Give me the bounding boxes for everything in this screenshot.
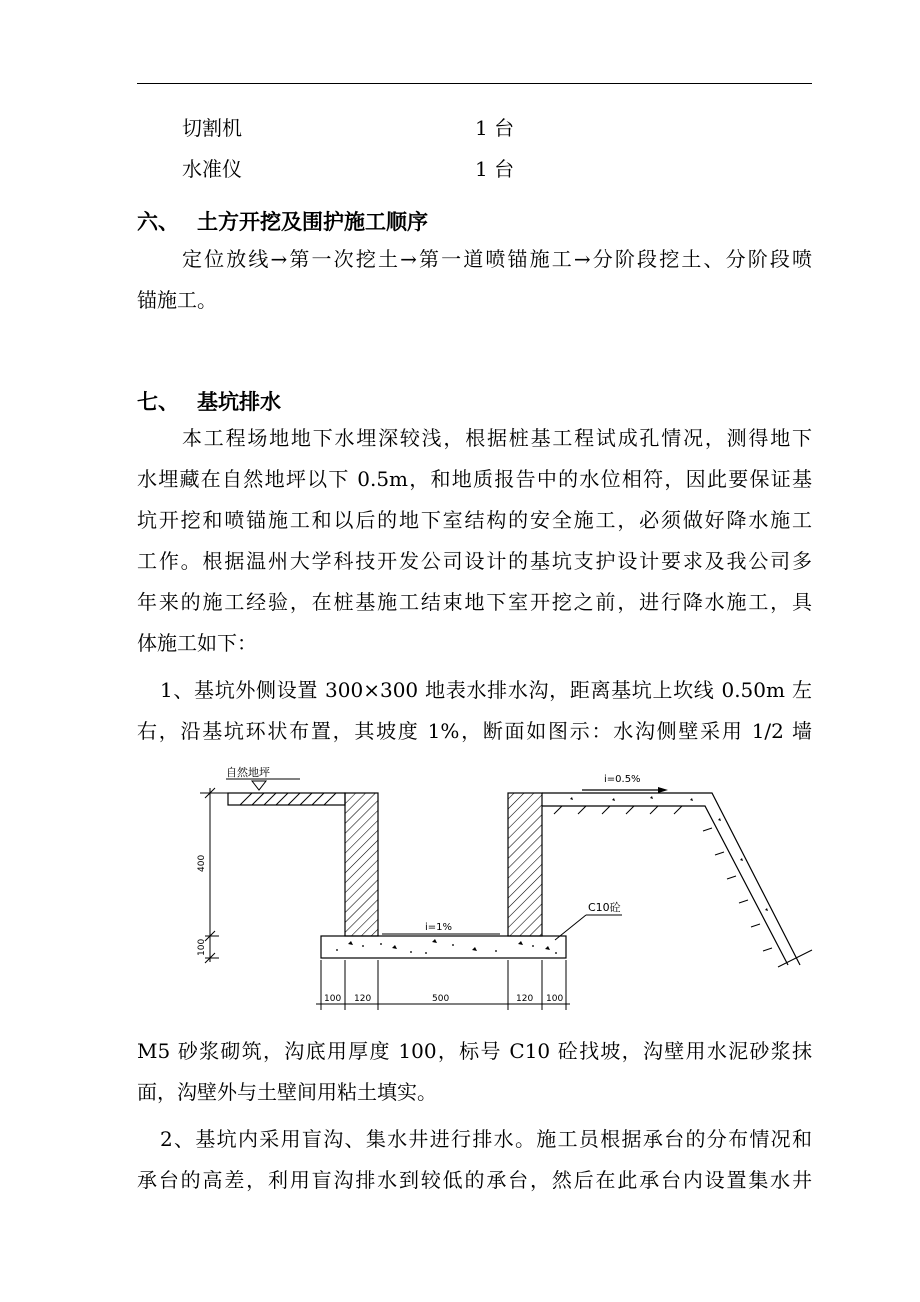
label-ground: 自然地坪: [226, 766, 270, 779]
dim-horizontal: 500: [432, 994, 450, 1004]
dim-vertical: 100: [197, 938, 207, 956]
section-number: 六、: [137, 210, 179, 234]
label-slope-bottom: i=1%: [425, 922, 453, 933]
vertical-dimension: [200, 788, 228, 963]
leader-line: [555, 915, 586, 940]
dim-horizontal: 100: [546, 994, 564, 1004]
paragraph-line: 面，沟壁外与土壁间用粘土填实。: [137, 1080, 437, 1104]
dim-vertical: 400: [197, 854, 207, 872]
paragraph-line: 水埋藏在自然地坪以下 0.5m，和地质报告中的水位相符，因此要保证基: [137, 467, 812, 491]
paragraph-line: 年来的施工经验，在桩基施工结束地下室开挖之前，进行降水施工，具: [137, 590, 812, 614]
flow-arrow-icon: [582, 787, 668, 793]
paragraph-line: 右，沿基坑环状布置，其坡度 1%，断面如图示：水沟侧壁采用 1/2 墙: [137, 719, 812, 743]
section-title: 土方开挖及围护施工顺序: [197, 210, 428, 234]
equipment-qty: 1 台: [475, 116, 515, 140]
paragraph-line: 本工程场地地下水埋深较浅，根据桩基工程试成孔情况，测得地下: [182, 426, 812, 450]
slope-surface-right: [542, 793, 812, 967]
dim-horizontal: 120: [516, 994, 534, 1004]
equipment-name: 切割机: [182, 116, 242, 140]
paragraph-line: M5 砂浆砌筑，沟底用厚度 100，标号 C10 砼找坡，沟壁用水泥砂浆抹: [137, 1039, 812, 1063]
dim-horizontal: 120: [354, 994, 372, 1004]
dim-horizontal: 100: [324, 994, 342, 1004]
equipment-name: 水准仪: [182, 157, 242, 181]
paragraph-line: 体施工如下：: [137, 631, 257, 655]
paragraph-line: 锚施工。: [137, 288, 217, 312]
equipment-qty: 1 台: [475, 157, 515, 181]
section-number: 七、: [137, 390, 179, 414]
label-slope-top: i=0.5%: [604, 774, 641, 785]
paragraph-line: 承台的高差，利用盲沟排水到较低的承台，然后在此承台内设置集水井: [137, 1168, 812, 1192]
concrete-base: [321, 936, 566, 958]
paragraph-line: 定位放线→第一次挖土→第一道喷锚施工→分阶段挖土、分阶段喷: [182, 247, 812, 271]
section-title: 基坑排水: [197, 390, 281, 414]
paragraph-line: 工作。根据温州大学科技开发公司设计的基坑支护设计要求及我公司多: [137, 549, 812, 573]
paragraph-line: 坑开挖和喷锚施工和以后的地下室结构的安全施工，必须做好降水施工: [137, 508, 812, 532]
paragraph-line: 1、基坑外侧设置 300×300 地表水排水沟，距离基坑上坎线 0.50m 左: [160, 678, 812, 702]
brick-wall-right: [508, 793, 542, 936]
paragraph-line: 2、基坑内采用盲沟、集水井进行排水。施工员根据承台的分布情况和: [160, 1127, 812, 1151]
brick-wall-left: [345, 793, 378, 936]
label-concrete: C10砼: [588, 901, 621, 914]
ground-level-marker-icon: [226, 779, 300, 790]
ground-strip-left: [228, 793, 345, 805]
